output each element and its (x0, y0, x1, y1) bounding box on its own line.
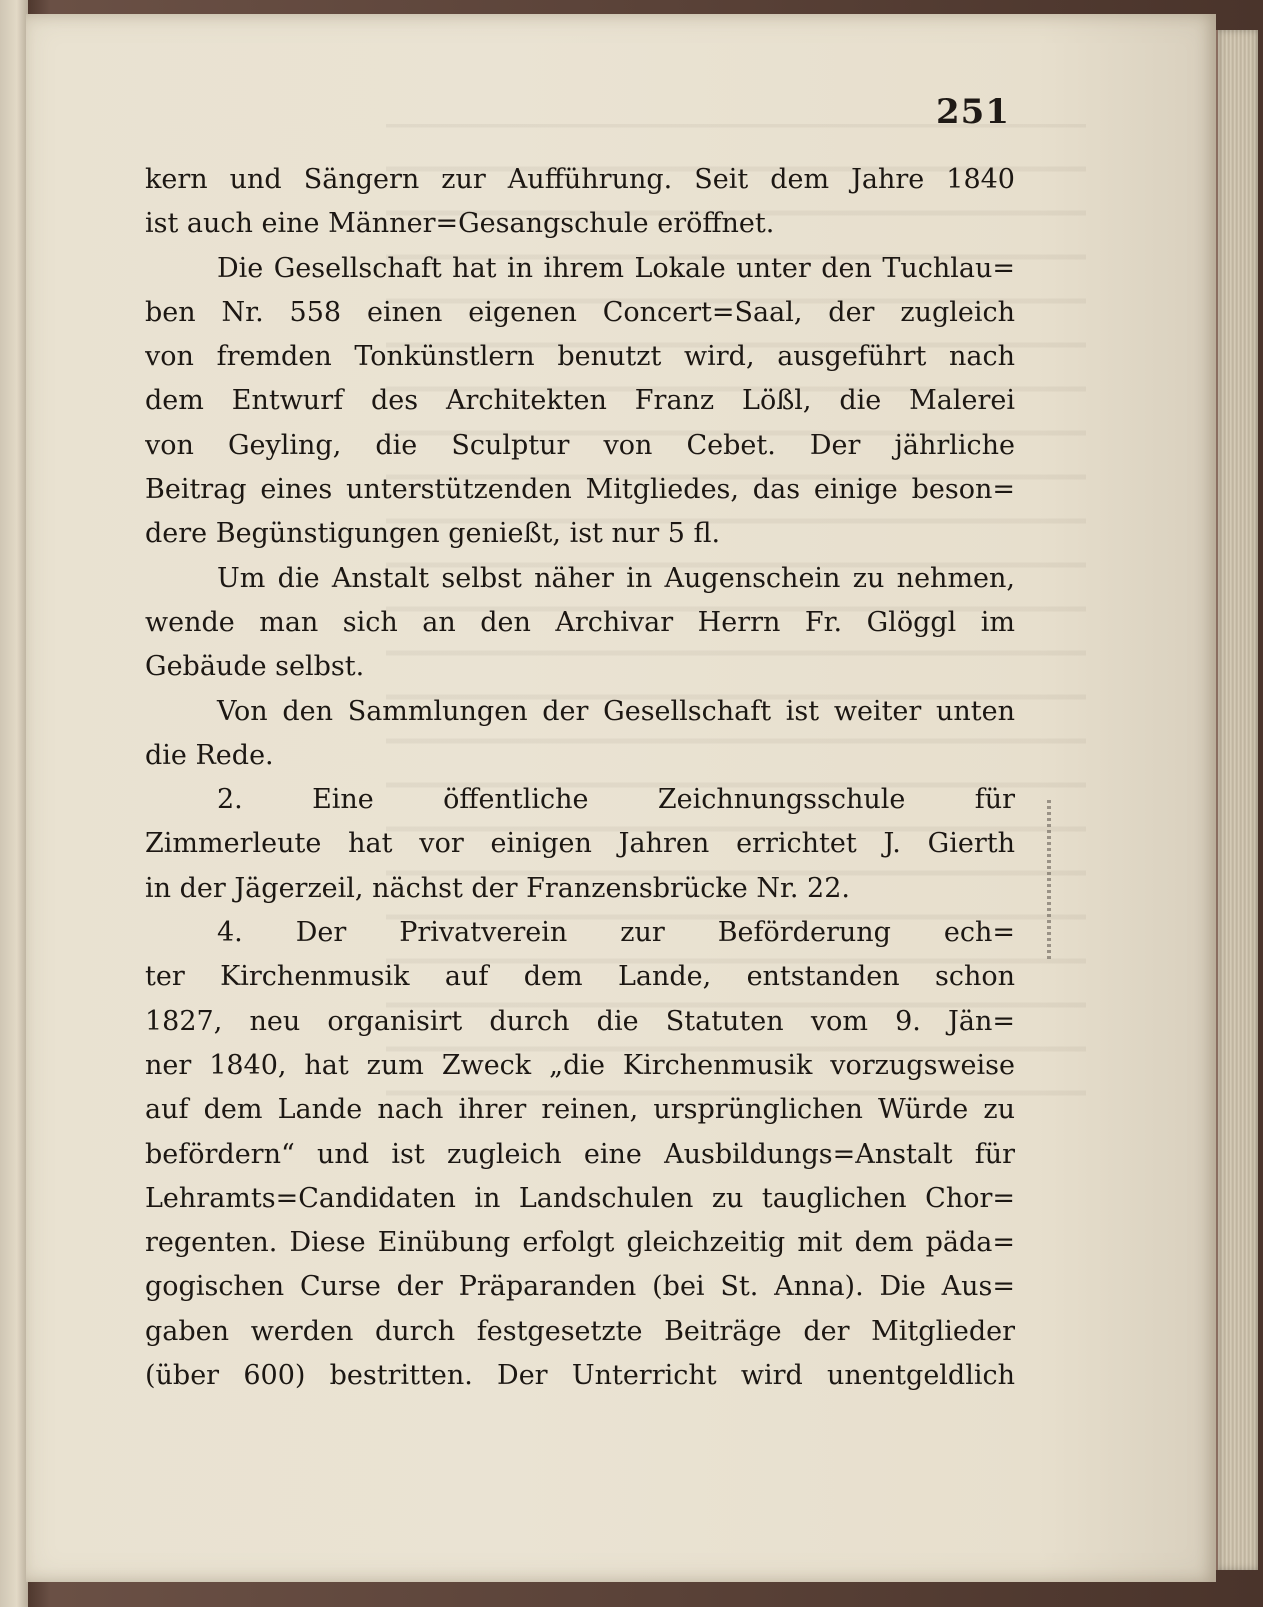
text-line: befördern“ und ist zugleich eine Ausbildungs=Anstalt für (145, 1138, 1015, 1170)
page-stack-edges (1216, 30, 1258, 1570)
body-text (145, 158, 1015, 1398)
text-line: Die Gesellschaft hat in ihrem Lokale unter den Tuchlau= (217, 252, 1015, 284)
previous-page-edge (0, 0, 28, 1607)
text-line: gogischen Curse der Präparanden (bei St. Anna). Die Aus= (145, 1271, 1015, 1303)
text-line: Gebäude selbst. (145, 651, 365, 683)
text-line: ist auch eine Männer=Gesangschule eröffnet. (145, 208, 775, 240)
text-line: 2. Eine öffentliche Zeichnungsschule für (217, 784, 1015, 816)
text-line: 1827, neu organisirt durch die Statuten vom 9. Jän= (145, 1005, 1015, 1037)
text-line: ben Nr. 558 einen eigenen Concert=Saal, der zugleich (145, 296, 1015, 328)
text-line: 4. Der Privatverein zur Beförderung ech= (217, 917, 1015, 949)
text-line: die Rede. (145, 739, 274, 771)
text-line: ner 1840, hat zum Zweck „die Kirchenmusik vorzugsweise (145, 1049, 1015, 1081)
text-line: Von den Sammlungen der Gesellschaft ist weiter unten (217, 695, 1015, 727)
margin-pencil-mark (1047, 800, 1051, 960)
text-line: in der Jägerzeil, nächst der Franzensbrücke Nr. 22. (145, 872, 850, 904)
text-line: kern und Sängern zur Aufführung. Seit dem Jahre 1840 (145, 164, 1015, 195)
text-line: von Geyling, die Sculptur von Cebet. Der jährliche (145, 429, 1015, 461)
text-line: ter Kirchenmusik auf dem Lande, entstanden schon (145, 961, 1015, 993)
text-line: dere Begünstigungen genießt, ist nur 5 fl. (145, 518, 721, 550)
text-line: Beitrag eines unterstützenden Mitgliedes, das einige beson= (145, 474, 1015, 506)
text-line: regenten. Diese Einübung erfolgt gleichzeitig mit dem päda= (145, 1227, 1015, 1259)
text-line: Zimmerleute hat vor einigen Jahren errichtet J. Gierth (145, 828, 1015, 860)
page-number: 251 (936, 92, 1010, 132)
text-line: (über 600) bestritten. Der Unterricht wird unentgeldlich (145, 1360, 1015, 1392)
text-line: von fremden Tonkünstlern benutzt wird, ausgeführt nach (145, 341, 1015, 373)
text-line: Um die Anstalt selbst näher in Augenschein zu nehmen, (217, 562, 1015, 594)
text-line: Lehramts=Candidaten in Landschulen zu tauglichen Chor= (145, 1182, 1015, 1214)
text-line: dem Entwurf des Architekten Franz Lößl, die Malerei (145, 385, 1015, 417)
text-line: gaben werden durch festgesetzte Beiträge der Mitglieder (145, 1315, 1015, 1347)
text-line: auf dem Lande nach ihrer reinen, ursprünglichen Würde zu (145, 1094, 1015, 1126)
text-line: wende man sich an den Archivar Herrn Fr. Glöggl im (145, 606, 1015, 638)
